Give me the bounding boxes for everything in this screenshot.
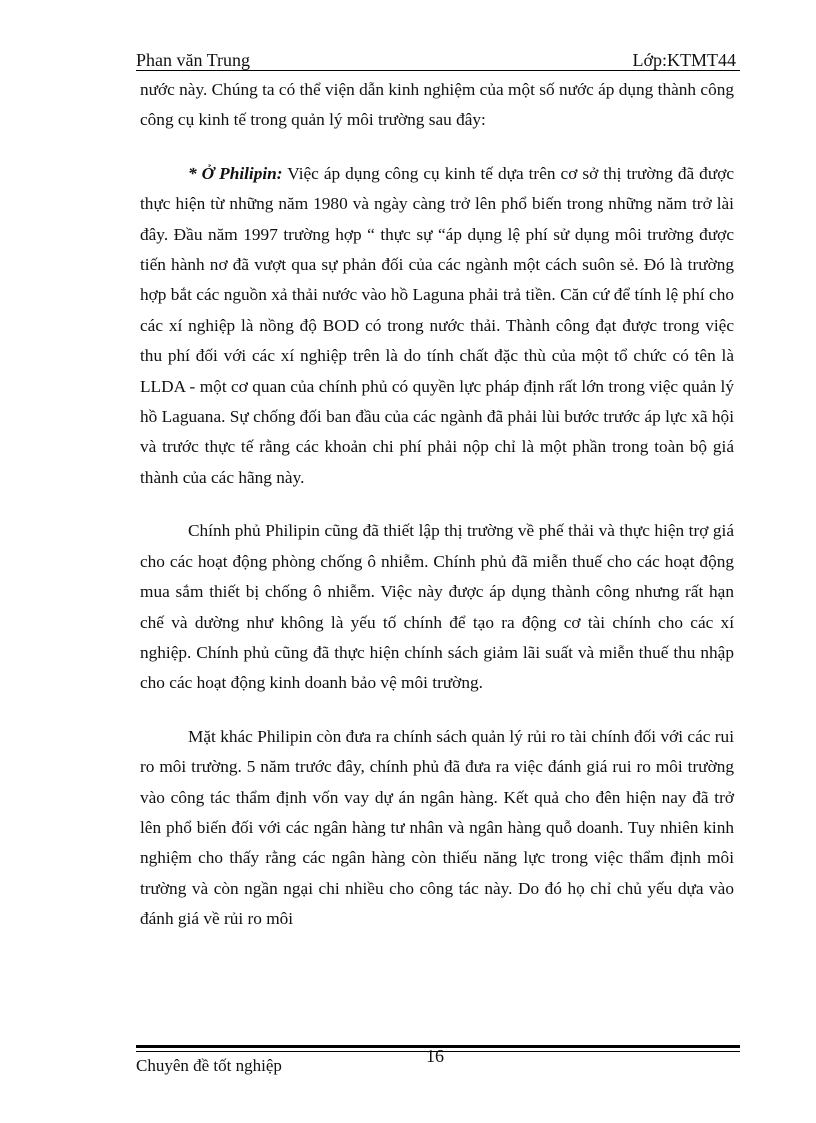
paragraph-risk: Mặt khác Philipin còn đưa ra chính sách quản lý rủi ro tài chính đối với các rui ro môi trường. 5 năm trước đây, chính phủ đã đưa ra việc đánh giá rui ro môi trường vào công tác thẩm định vốn vay dự án ngân hàng. Kết quả cho đên hiện nay đã trở lên phổ biến đối với các ngân hàng tư nhân và ngân hàng quỗ doanh. Tuy nhiên kinh nghiệm cho thấy rằng các ngân hàng còn thiếu năng lực trong việc thẩm định môi trường và còn ngần ngại chi nhiều cho công tác này. Do đó họ chỉ chủ yếu dựa vào đánh giá về rủi ro môi [140, 726, 734, 929]
paragraph-intro: nước này. Chúng ta có thể viện dẫn kinh nghiệm của một số nước áp dụng thành công công cụ kinh tế trong quản lý môi trường sau đây: [140, 80, 734, 130]
document-body [140, 75, 734, 935]
paragraph-government: Chính phủ Philipin cũng đã thiết lập thị trường về phế thải và thực hiện trợ giá cho các hoạt động phòng chống ô nhiễm. Chính phủ đã miễn thuế cho các hoạt động mua sắm thiết bị chống ô nhiễm. Việc này được áp dụng thành công nhưng rất hạn chế và dường như không là yếu tố chính để tạo ra động cơ tài chính cho các xí nghiệp. Chính phủ cũng đã thực hiện chính sách giảm lãi suất và miễn thuế thu nhập cho các hoạt động kinh doanh bảo vệ môi trường. [140, 521, 734, 693]
page-header [136, 50, 740, 70]
page-number: 16 [426, 1046, 444, 1066]
header-author: Phan văn Trung [136, 50, 251, 70]
paragraph-philipin-lead: * Ở Philipin: [188, 163, 283, 183]
header-rule [136, 70, 740, 71]
footer-title: Chuyên đề tốt nghiệp [136, 1056, 282, 1075]
paragraph-philipin [140, 159, 734, 493]
header-class: Lớp:KTMT44 [632, 50, 736, 70]
paragraph-philipin-text: Việc áp dụng công cụ kinh tế dựa trên cơ sở thị trường đã được thực hiện từ những năm 1980 và ngày càng trở lên phổ biến trong những năm trở lài đây. Đầu năm 1997 trường hợp “ thực sự “áp dụng lệ phí sử dụng môi trường được tiến hành nơ đã vượt qua sự phản đối của các ngành một cách suôn sẻ. Đó là trường hợp bắt các nguồn xả thải nước vào hồ Laguna phải trả tiền. Căn cứ để tính lệ phí cho các xí nghiệp là nồng độ BOD có trong nước thải. Thành công đạt được trong việc thu phí đối với các xí nghiệp trên là do tính chất đặc thù của một tổ chức có tên là LLDA - một cơ quan của chính phủ có quyền lực pháp định rất lớn trong việc quản lý hồ Laguana. Sự chống đối ban đầu của các ngành đã phải lùi bước trước áp lực xã hội và trước thực tế rằng các khoản chi phí phải nộp chỉ là một phần trong toàn bộ giá thành của các hãng này. [140, 163, 734, 487]
